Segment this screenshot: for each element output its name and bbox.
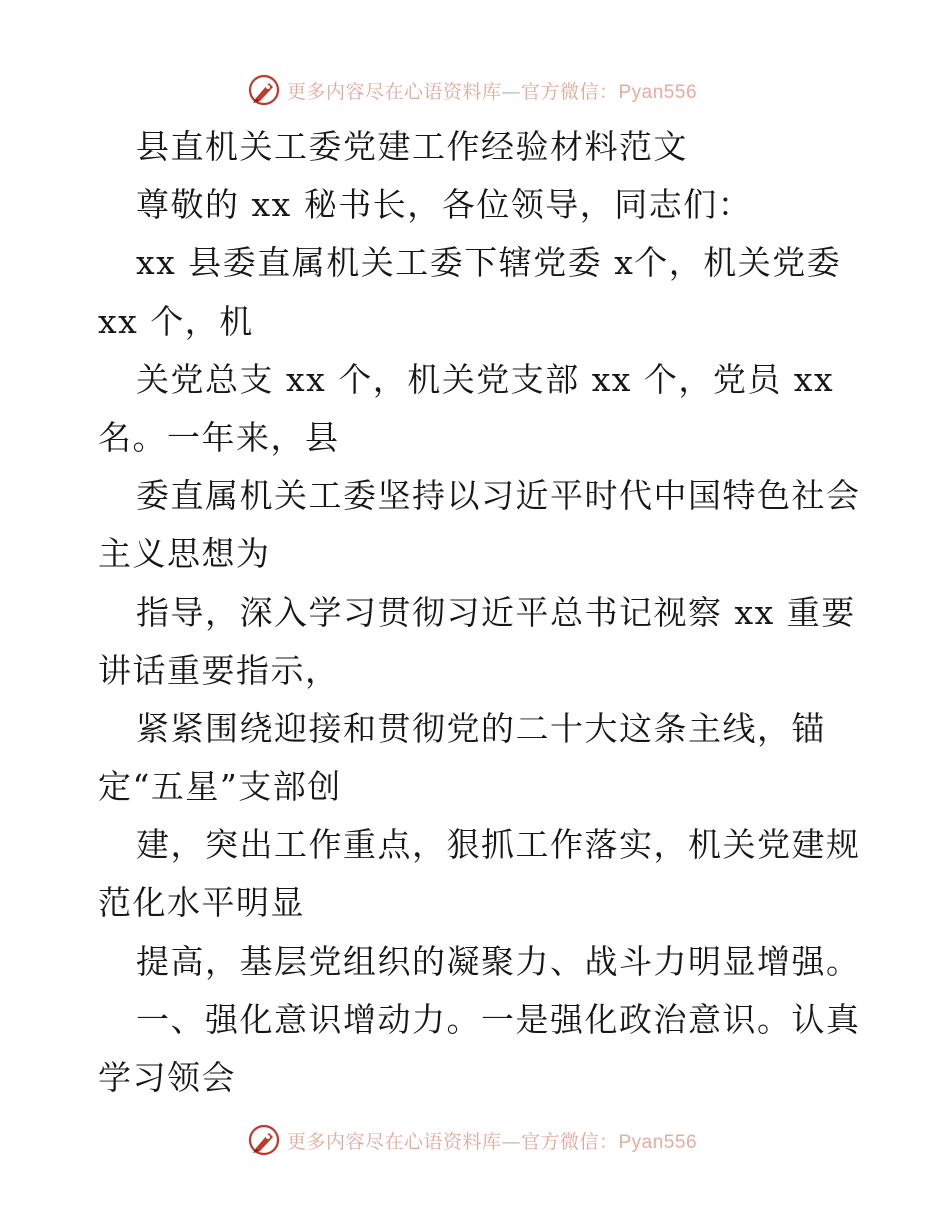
watermark-label: 官方微信： [520, 80, 619, 103]
salutation-line: 尊敬的 xx 秘书长，各位领导，同志们： [136, 185, 753, 225]
paragraph-line: 建，突出工作重点，狠抓工作落实，机关党建规 [136, 825, 861, 865]
watermark-text [287, 77, 697, 104]
paragraph-line: 紧紧围绕迎接和贯彻党的二十大这条主线，锚 [136, 708, 826, 748]
document-body [98, 118, 861, 1107]
paragraph-line: 讲话重要指示， [98, 650, 340, 690]
watermark-id: Pyan556 [618, 81, 698, 103]
paragraph-line: 指导，深入学习贯彻习近平总书记视察 xx 重要 [136, 592, 856, 632]
pen-nib-logo-icon [247, 73, 281, 107]
watermark-text [287, 1127, 697, 1154]
section-heading-line: 一、强化意识增动力。一是强化政治意识。认真 [136, 999, 861, 1039]
watermark-id: Pyan556 [618, 1131, 698, 1153]
watermark-banner-bottom [0, 1120, 950, 1160]
pen-nib-logo-icon [247, 1123, 281, 1157]
watermark-separator: — [501, 80, 521, 103]
watermark-main: 更多内容尽在心语资料库 [286, 1130, 502, 1153]
paragraph-line: 提高，基层党组织的凝聚力、战斗力明显增强。 [136, 941, 861, 981]
paragraph-line [98, 234, 853, 292]
paragraph-line: xx 个，机 [98, 301, 254, 341]
watermark-banner-top [0, 70, 950, 110]
watermark-separator: — [501, 1130, 521, 1153]
watermark-main: 更多内容尽在心语资料库 [286, 80, 502, 103]
paragraph-line: 名。一年来，县 [98, 417, 340, 457]
paragraph-line: 主义思想为 [98, 534, 271, 574]
document-title: 县直机关工委党建工作经验材料范文 [136, 127, 688, 166]
paragraph-line: 委直属机关工委坚持以习近平时代中国特色社会 [136, 476, 861, 516]
paragraph-line: 范化水平明显 [98, 883, 305, 923]
paragraph-line: 定“五星”支部创 [98, 767, 342, 807]
paragraph-line-text: xx 县委直属机关工委下辖党委 x个，机关党委 [136, 243, 842, 283]
watermark-label: 官方微信： [520, 1130, 619, 1153]
paragraph-line: 关党总支 xx 个，机关党支部 xx 个，党员 xx [136, 359, 835, 399]
paragraph-line: 学习领会 [98, 1058, 236, 1097]
